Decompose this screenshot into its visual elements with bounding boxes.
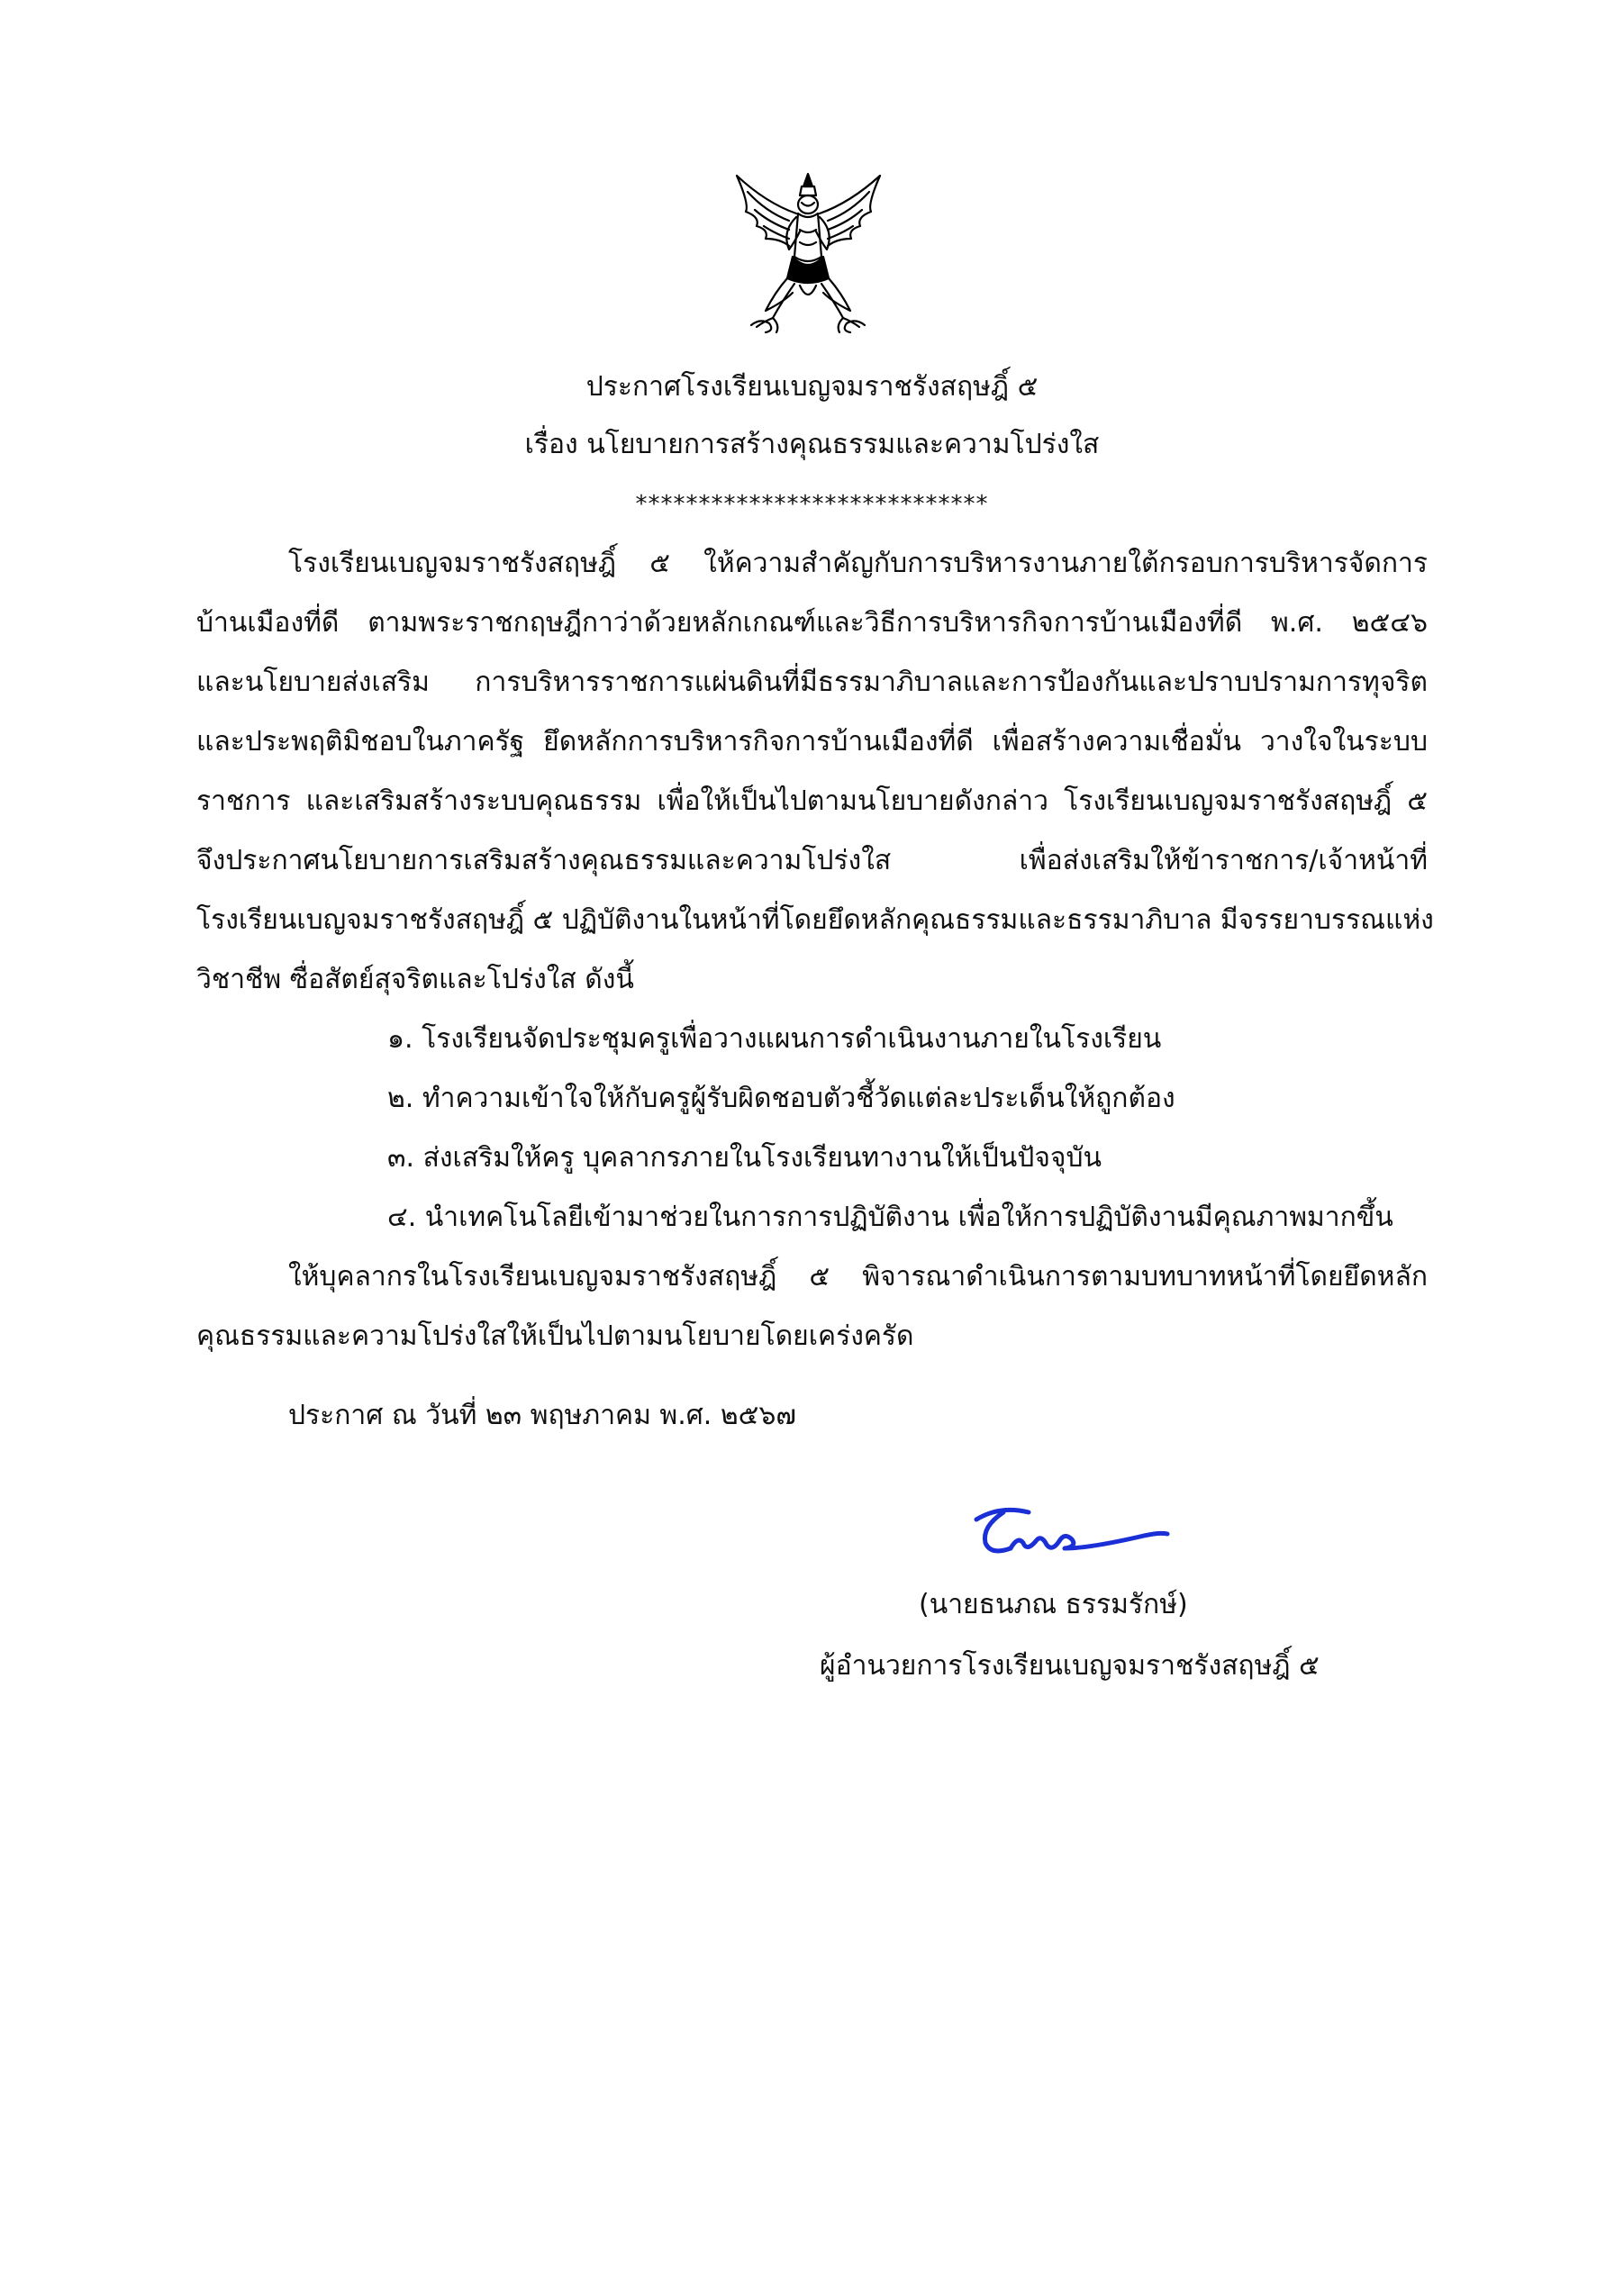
signer-position: ผู้อำนวยการโรงเรียนเบญจมราชรังสฤษฎิ์ ๕ xyxy=(820,1650,1320,1682)
paragraph1-line: จึงประกาศนโยบายการเสริมสร้างคุณธรรมและความโปร่งใส เพื่อส่งเสริมให้ข้าราชการ/เจ้าหน้าที่ xyxy=(196,845,1428,876)
paragraph1-line: โรงเรียนเบญจมราชรังสฤษฎิ์ ๕ ให้ความสำคัญกับการบริหารงานภายใต้กรอบการบริหารจัดการ xyxy=(288,548,1428,579)
paragraph1-line: ราชการ และเสริมสร้างระบบคุณธรรม เพื่อให้เป็นไปตามนโยบายดังกล่าว โรงเรียนเบญจมราชรังสฤษฎิ์ ๕ xyxy=(196,785,1428,817)
paragraph1-line: บ้านเมืองที่ดี ตามพระราชกฤษฎีกาว่าด้วยหลักเกณฑ์และวิธีการบริหารกิจการบ้านเมืองที่ดี พ.ศ. ๒๕๔๖ xyxy=(196,607,1428,639)
paragraph1-line: โรงเรียนเบญจมราชรังสฤษฎิ์ ๕ ปฏิบัติงานในหน้าที่โดยยึดหลักคุณธรรมและธรรมาภิบาล มีจรรยาบรรณแห่ง xyxy=(196,904,1434,936)
document-title: ประกาศโรงเรียนเบญจมราชรังสฤษฎิ์ ๕ xyxy=(585,371,1039,403)
announcement-date: ประกาศ ณ วันที่ ๒๓ พฤษภาคม พ.ศ. ๒๕๖๗ xyxy=(288,1400,796,1431)
paragraph1-line: วิชาชีพ ซื่อสัตย์สุจริตและโปร่งใส ดังนี้ xyxy=(196,964,634,995)
paragraph1-line: และประพฤติมิชอบในภาครัฐ ยึดหลักการบริหารกิจการบ้านเมืองที่ดี เพื่อสร้างความเชื่อมั่น วางใจในระบบ xyxy=(196,726,1428,757)
policy-item: ๒. ทำความเข้าใจให้กับครูผู้รับผิดชอบตัวชี้วัดแต่ละประเด็นให้ถูกต้อง xyxy=(387,1083,1175,1114)
handwritten-signature xyxy=(964,1500,1171,1572)
paragraph2-line: คุณธรรมและความโปร่งใสให้เป็นไปตามนโยบายโดยเคร่งครัด xyxy=(196,1320,914,1352)
policy-item: ๓. ส่งเสริมให้ครู บุคลากรภายในโรงเรียนทางานให้เป็นปัจจุบัน xyxy=(387,1142,1102,1174)
garuda-emblem-icon xyxy=(730,167,887,338)
policy-item: ๑. โรงเรียนจัดประชุมครูเพื่อวางแผนการดำเนินงานภายในโรงเรียน xyxy=(387,1023,1162,1055)
paragraph1-line: และนโยบายส่งเสริม การบริหารราชการแผ่นดินที่มีธรรมาภิบาลและการป้องกันและปราบปรามการทุจริต xyxy=(196,667,1428,698)
signer-name: (นายธนภณ ธรรมรักษ์) xyxy=(919,1589,1188,1620)
paragraph2-line: ให้บุคลากรในโรงเรียนเบญจมราชรังสฤษฎิ์ ๕ พิจารณาดำเนินการตามบทบาทหน้าที่โดยยึดหลัก xyxy=(288,1261,1428,1293)
separator-stars: **************************** xyxy=(635,491,989,518)
document-subject: เรื่อง นโยบายการสร้างคุณธรรมและความโปร่งใส xyxy=(524,429,1100,460)
policy-item: ๔. นำเทคโนโลยีเข้ามาช่วยในการการปฏิบัติงาน เพื่อให้การปฏิบัติงานมีคุณภาพมากขึ้น xyxy=(387,1202,1393,1233)
